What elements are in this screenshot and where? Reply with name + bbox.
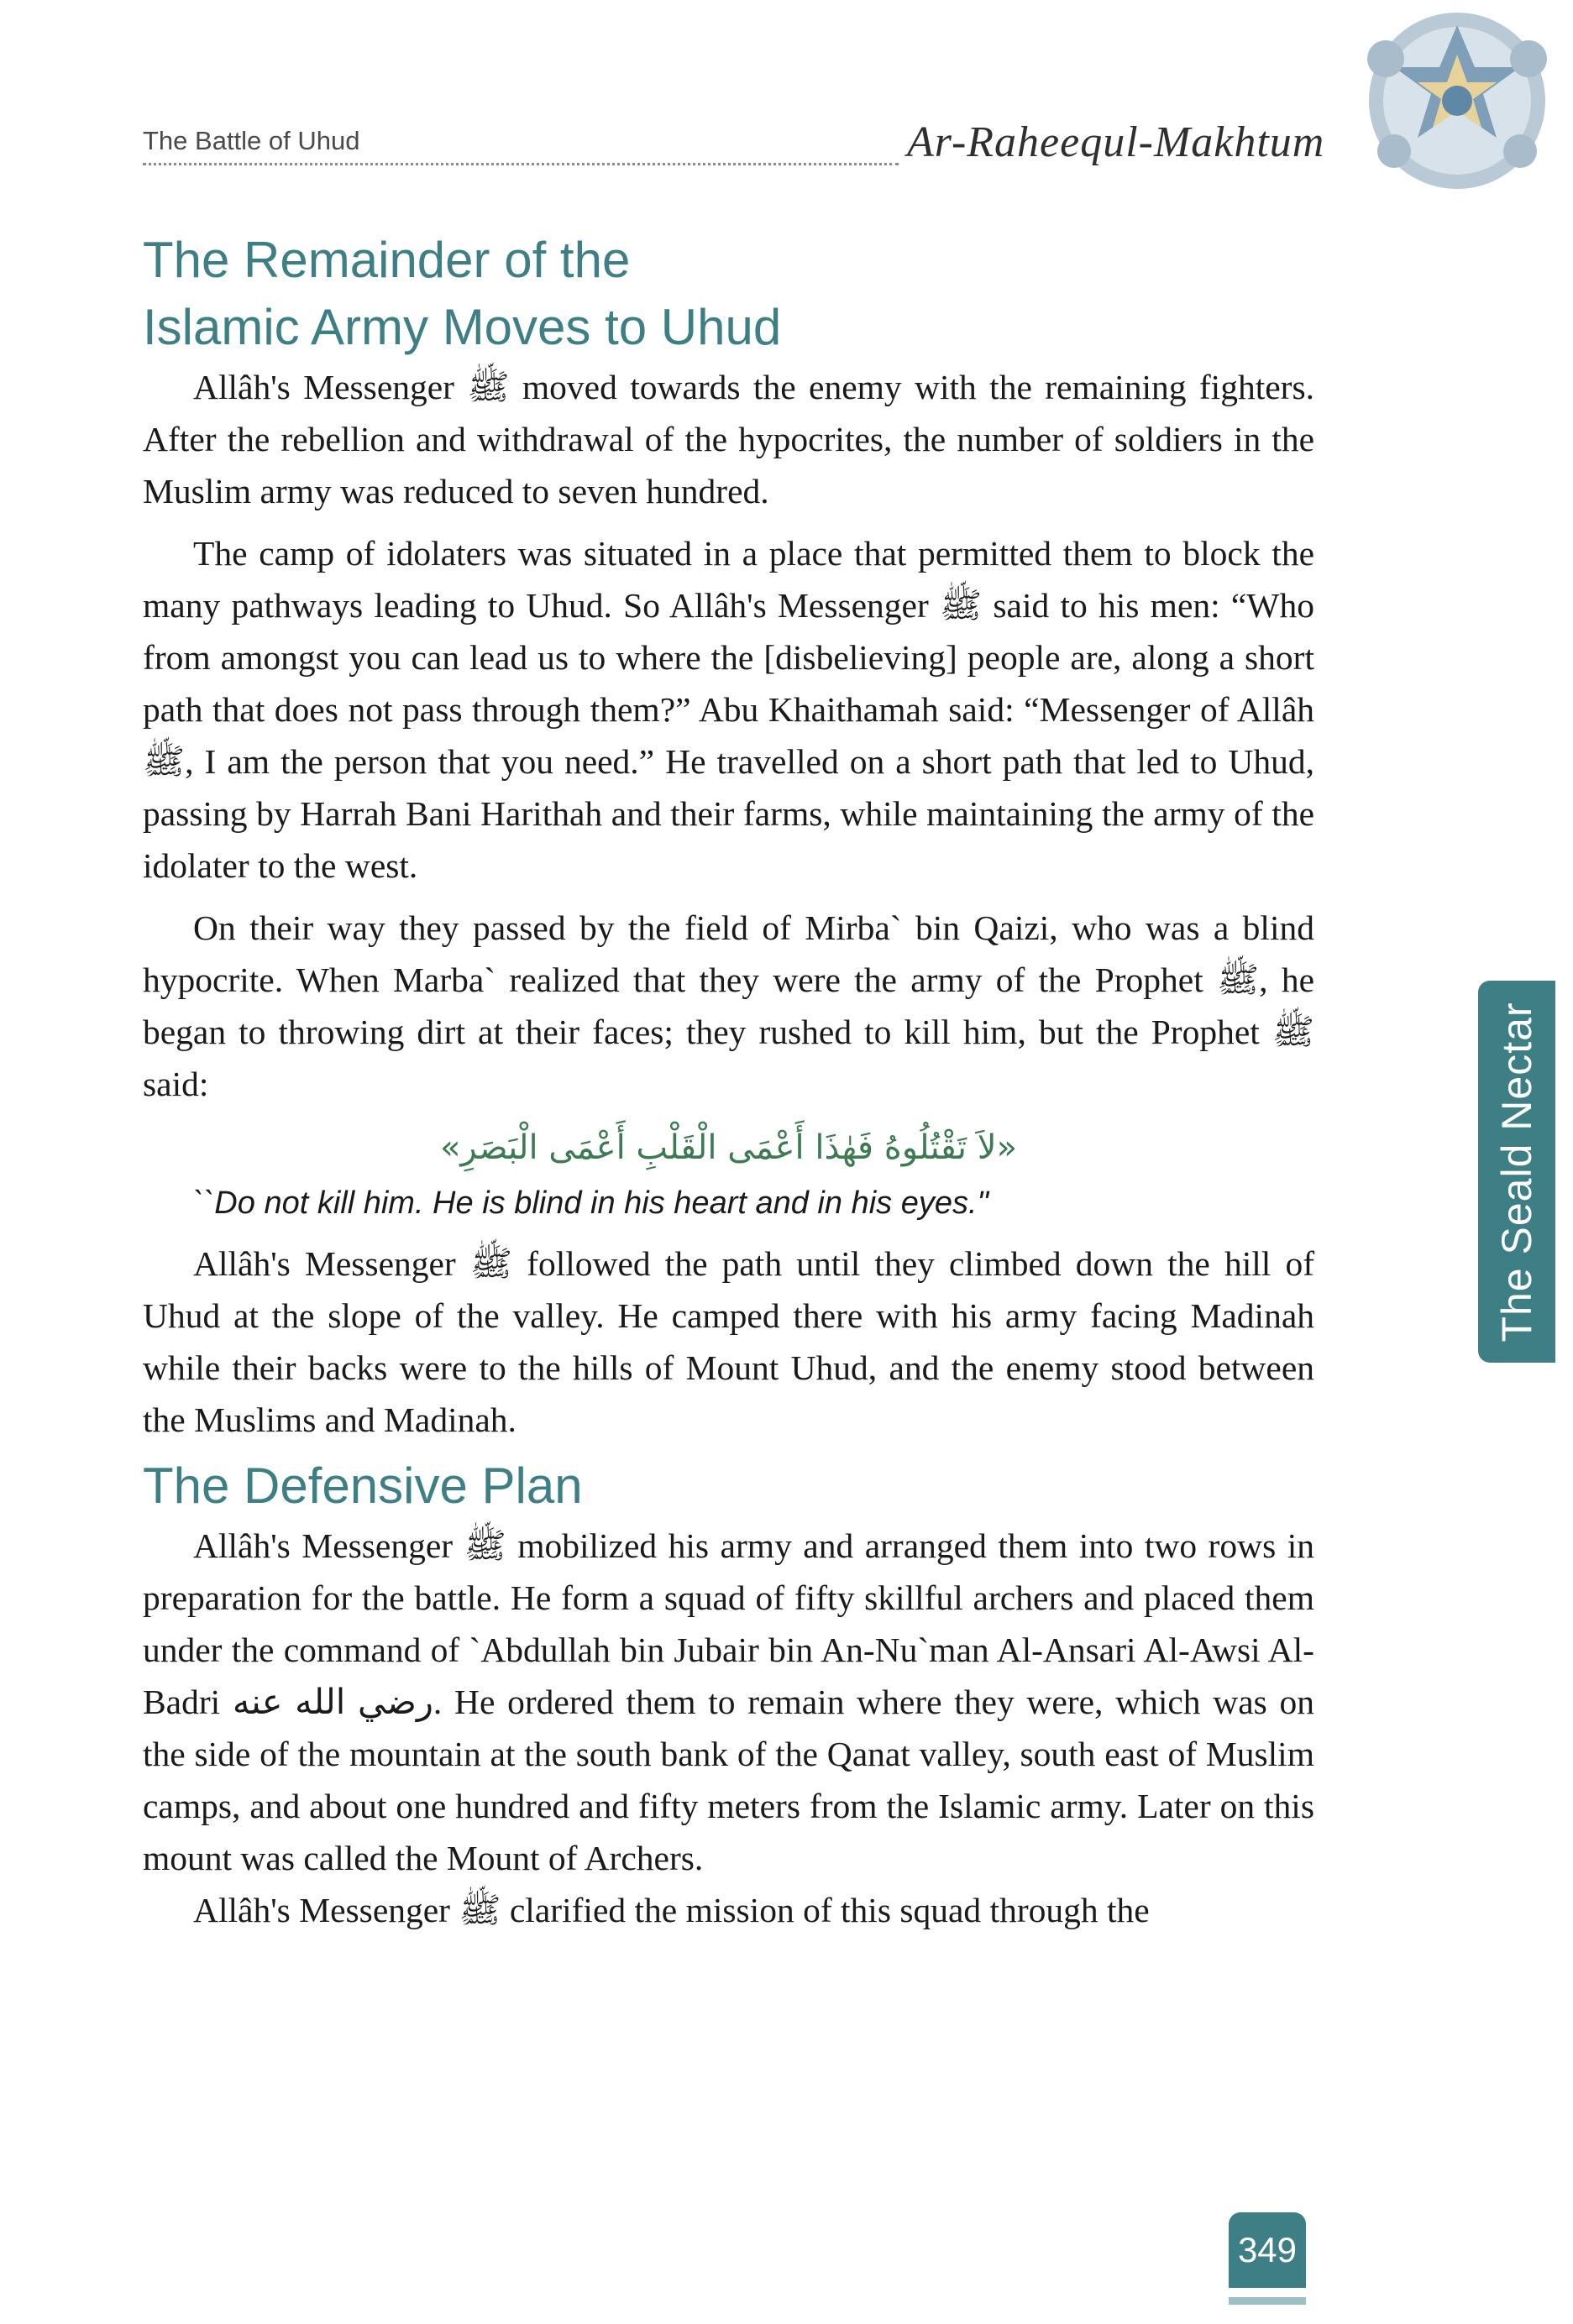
running-title: The Battle of Uhud [143,126,360,155]
section-title-remainder [143,227,1314,361]
paragraph-6: Allâh's Messenger ﷺ clarified the mission of this squad through the [193,1891,1150,1929]
paragraph-4: Allâh's Messenger ﷺ followed the path until they climbed down the hill of Uhud at the slope of the valley. He camped there with his army facing Madinah while their backs were to the hills of Mount Uhud, and the enemy stood between the Muslims and Madinah. [143,1244,1315,1439]
page-content [143,227,1314,1936]
page-number-bar [1229,2297,1306,2305]
paragraph-5: Allâh's Messenger ﷺ mobilized his army and arranged them into two rows in preparation for the battle. He form a squad of fifty skillful archers and placed them under the command of `Abdullah bin Jubair bin An-Nu`man Al-Ansari Al-Awsi Al-Badri رضي الله عنه. He ordered them to remain where they were, which was on the side of the mountain at the south bank of the Qanat valley, south east of Muslim camps, and about one hundred and fifty meters from the Islamic army. Later on this mount was called the Mount of Archers. [143,1526,1315,1877]
arabic-hadith-quote: «لاَ تَقْتُلُوهُ فَهٰذَا أَعْمَى الْقَلْبِ أَعْمَى الْبَصَرِ» [439,1128,1018,1167]
book-title: Ar-Raheequl-Makhtum [907,118,1325,166]
hadith-translation: ``Do not kill him. He is blind in his heart and in his eyes." [193,1186,989,1221]
paragraph-3: On their way they passed by the field of Mirba` bin Qaizi, who was a blind hypocrite. When Marba` realized that they were the army of the Prophet ﷺ, he began to throwing dirt at their faces; they rushed to kill him, but the Prophet ﷺ said: [143,908,1314,1103]
ornamental-medallion-icon [1352,8,1562,202]
side-tab [1478,981,1555,1363]
section-title-defensive-plan: The Defensive Plan [143,1458,583,1514]
paragraph-1: Allâh's Messenger ﷺ moved towards the enemy with the remaining fighters. After the rebellion and withdrawal of the hypocrites, the number of soldiers in the Muslim army was reduced to seven hundred. [143,368,1314,510]
paragraph-2: The camp of idolaters was situated in a place that permitted them to block the many pathways leading to Uhud. So Allâh's Messenger ﷺ said to his men: “Who from amongst you can lead us to where the [disbelieving] people are, along a short path that does not pass through them?” Abu Khaithamah said: “Messenger of Allâh ﷺ, I am the person that you need.” He travelled on a short path that led to Uhud, passing by Harrah Bani Harithah and their farms, while maintaining the army of the idolater to the west. [143,534,1314,885]
section-title-line-1: The Remainder of the [143,232,631,288]
header-rule [143,163,899,165]
side-tab-label: The Seald Nectar [1493,1001,1540,1343]
page-number: 349 [1229,2212,1306,2288]
section-title-line-2: Islamic Army Moves to Uhud [143,299,782,355]
